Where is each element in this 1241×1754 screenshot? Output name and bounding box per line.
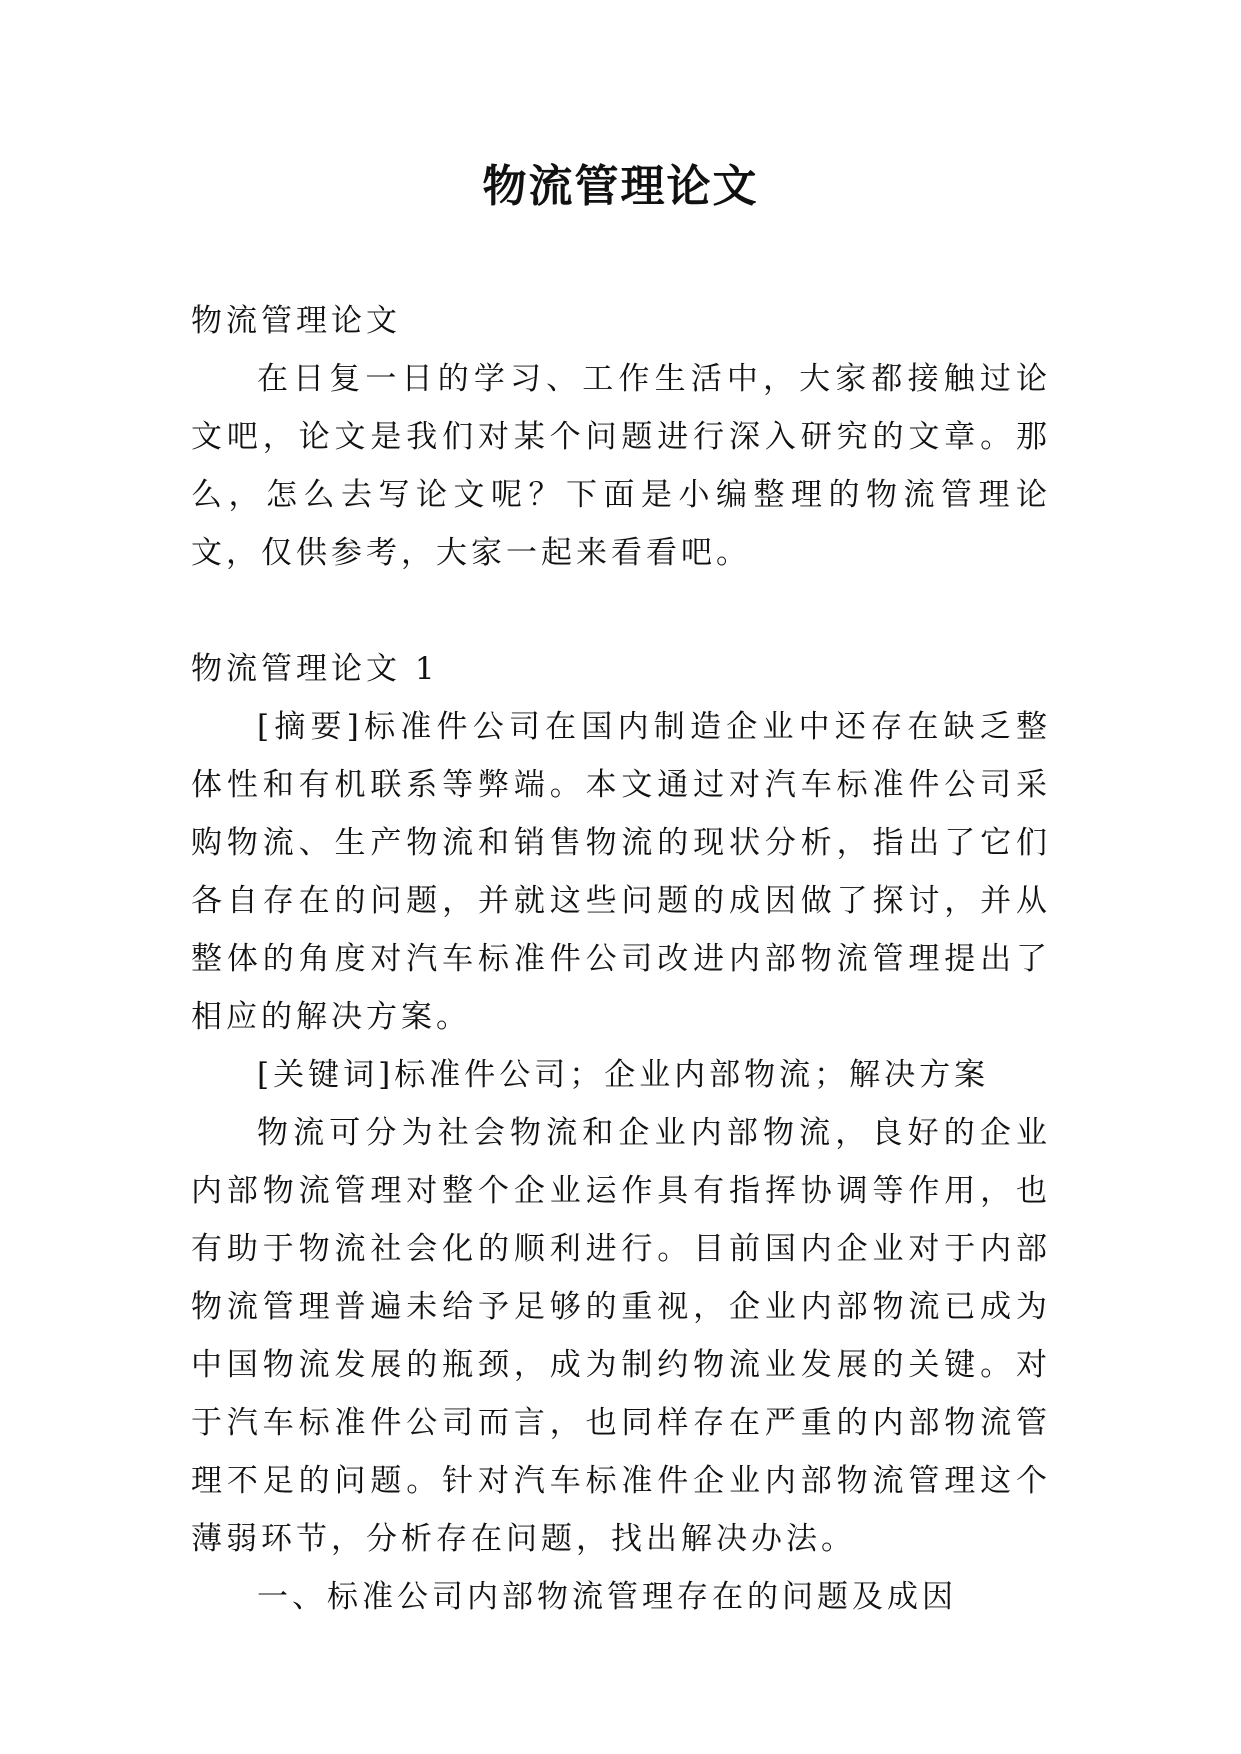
abstract-paragraph: [摘要]标准件公司在国内制造企业中还存在缺乏整体性和有机联系等弊端。本文通过对汽车标准件公司采购物流、生产物流和销售物流的现状分析，指出了它们各自存在的问题，并就这些问题的成因做了探讨，并从整体的角度对汽车标准件公司改进内部物流管理提出了相应的解决方案。 [191, 709, 1051, 1035]
section-heading-paper-1: 物流管理论文 1 [191, 651, 439, 687]
body-paragraph: 物流可分为社会物流和企业内部物流，良好的企业内部物流管理对整个企业运作具有指挥协调等作用，也有助于物流社会化的顺利进行。目前国内企业对于内部物流管理普遍未给予足够的重视，企业内部物流已成为中国物流发展的瓶颈，成为制约物流业发展的关键。对于汽车标准件公司而言，也同样存在严重的内部物流管理不足的问题。针对汽车标准件企业内部物流管理这个薄弱环节，分析存在问题，找出解决办法。 [191, 1115, 1051, 1557]
intro-paragraph: 在日复一日的学习、工作生活中，大家都接触过论文吧，论文是我们对某个问题进行深入研究的文章。那么，怎么去写论文呢？下面是小编整理的物流管理论文，仅供参考，大家一起来看看吧。 [191, 361, 1051, 571]
subsection-heading: 一、标准公司内部物流管理存在的问题及成因 [257, 1579, 957, 1615]
keywords-paragraph: [关键词]标准件公司；企业内部物流；解决方案 [257, 1057, 990, 1093]
document-title: 物流管理论文 [482, 161, 759, 212]
document-body [191, 292, 1051, 1626]
section-heading-intro: 物流管理论文 [191, 303, 401, 339]
paragraph-spacer [191, 582, 1051, 640]
